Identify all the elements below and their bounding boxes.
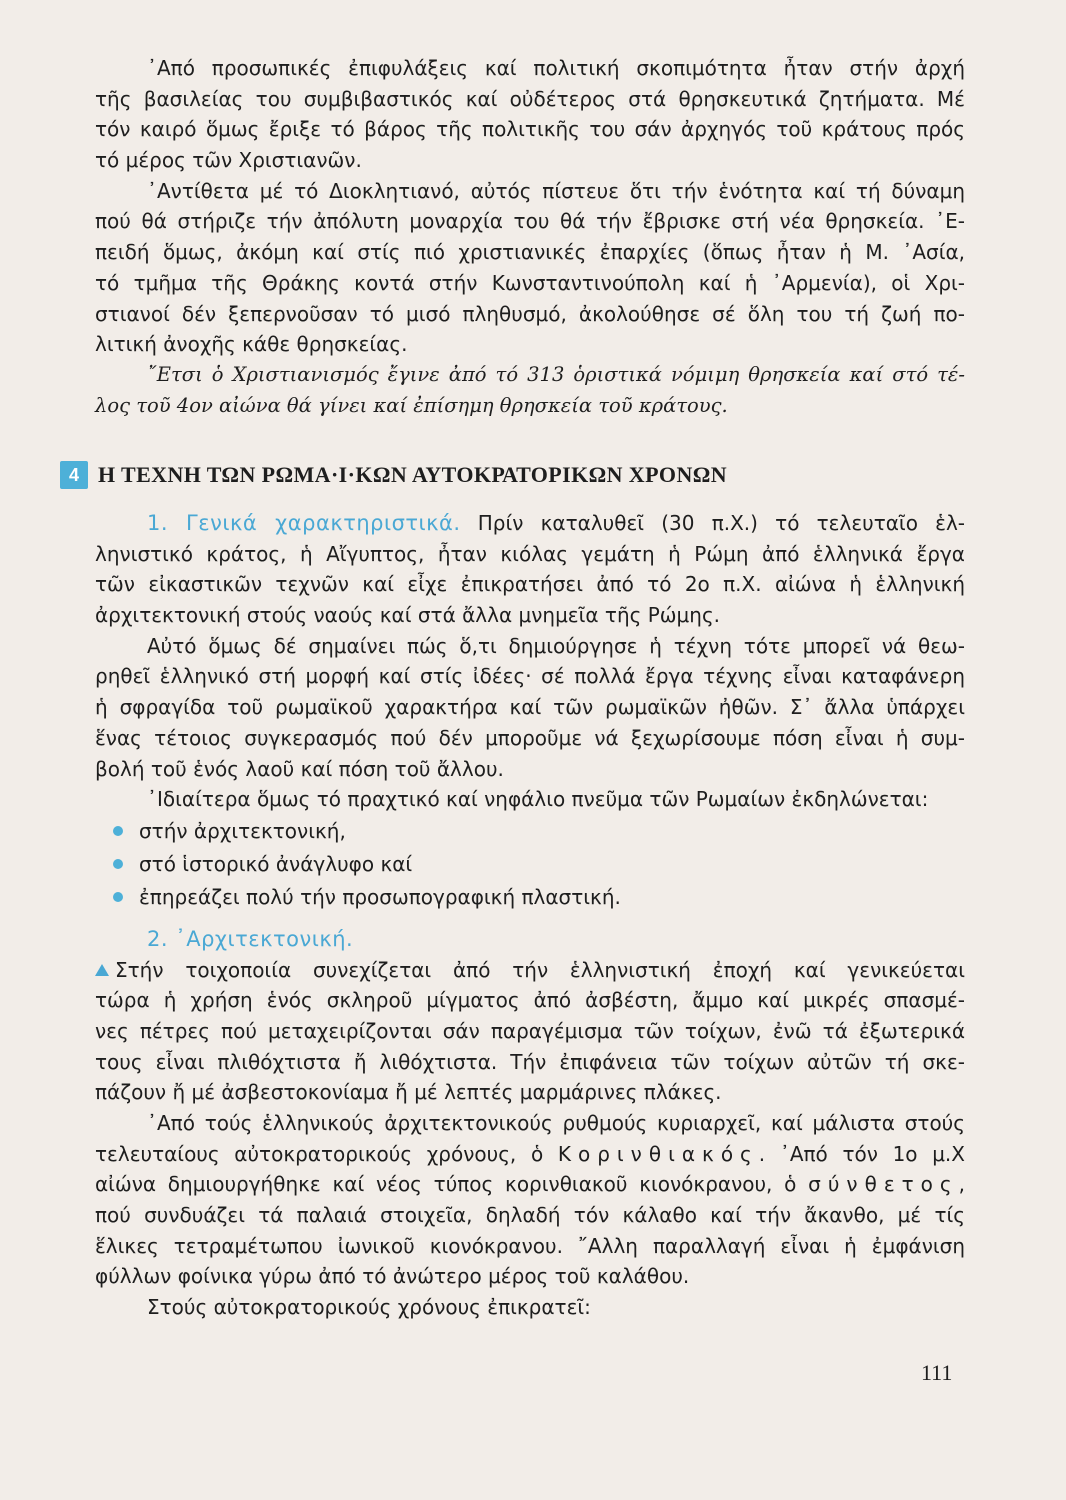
text-line: βολή τοῦ ἑνός λαοῦ καί πόση τοῦ ἄλλου. (95, 756, 504, 781)
spacer (95, 914, 965, 924)
text-line: ἀρχιτεκτονική στούς ναούς καί στά ἄλλα μνημεῖα τῆς Ρώμης. (95, 603, 721, 628)
bullet-icon (113, 892, 123, 902)
text-line: νες πέτρες πού μεταχειρίζονται σάν παραγέμισμα τῶν τοίχων, ἐνῶ τά ἐξωτερικά (95, 1018, 965, 1043)
text-line: ᾿Από τούς ἑλληνικούς ἀρχιτεκτονικούς ρυθμούς κυριαρχεῖ, καί μάλιστα στούς (147, 1111, 965, 1135)
text-span: Στήν τοιχοποιία συνεχίζεται ἀπό τήν ἑλληνιστική ἐποχή καί γενικεύεται (115, 957, 965, 982)
text-line: στιανοί δέν ξεπερνοῦσαν τό μισό πληθυσμό, ἀκολούθησε σέ ὅλη του τή ζωή πο- (95, 301, 965, 326)
text-line: τό τμῆμα τῆς Θράκης κοντά στήν Κωνσταντινούπολη καί ἡ ᾿Αρμενία), οἱ Χρι- (95, 270, 965, 295)
text-line: Αὐτό ὅμως δέ σημαίνει πώς ὅ,τι δημιούργησε ἡ τέχνη τότε μπορεῖ νά θεω- (147, 633, 965, 658)
text-span: τελευταίους αὐτοκρατορικούς χρόνους, ὁ (95, 1141, 558, 1166)
text-span: , (958, 1172, 965, 1197)
text-line: τώρα ἡ χρήση ἑνός σκληροῦ μίγματος ἀπό ἀσβέστη, ἄμμο καί μικρές σπασμέ- (95, 988, 965, 1013)
spaced-term: σύνθετος (808, 1172, 959, 1197)
text-line: τόν καιρό ὅμως ἔριξε τό βάρος τῆς πολιτικῆς του σάν ἀρχηγός τοῦ κράτους πρός (95, 117, 965, 142)
text-line: τους εἶναι πλιθόχτιστα ἤ λιθόχτιστα. Τήν ἐπιφάνεια τῶν τοίχων αὐτῶν τή σκε- (95, 1049, 965, 1074)
list-item (95, 881, 965, 914)
text-line: ᾿Από προσωπικές ἐπιφυλάξεις καί πολιτική σκοπιμότητα ἦταν στήν ἀρχή (147, 56, 965, 80)
list-item-text: στό ἱστορικό ἀνάγλυφο καί (139, 851, 413, 876)
text-line: ἕλικες τετραμέτωπου ἰωνικοῦ κιονόκρανου. ῎Αλλη παραλλαγή εἶναι ἡ ἐμφάνιση (95, 1233, 965, 1258)
page-number: 111 (921, 1360, 953, 1385)
spaced-term: Κορινθιακός (557, 1141, 759, 1166)
text-line: ἕνας τέτοιος συγκερασμός πού δέν μποροῦμε νά ξεχωρίσουμε πόση εἶναι ἡ συμ- (95, 725, 965, 750)
text-line: πού θά στήριζε τήν ἀπόλυτη μοναρχία του θά τήν ἔβρισκε στή νέα θρησκεία. ᾿Ε- (95, 209, 965, 234)
text-line (95, 1139, 965, 1170)
text-line: πού συνδυάζει τά παλαιά στοιχεῖα, δηλαδή τόν κάλαθο καί τήν ἄκανθο, μέ τίς (95, 1203, 965, 1228)
intro-section (95, 53, 965, 421)
subheading-architecture: 2. ᾿Αρχιτεκτονική. (147, 926, 354, 951)
text-line (95, 955, 965, 986)
italic-summary-line: ῎Ετσι ὁ Χριστιανισμός ἔγινε ἀπό τό 313 ὁριστικά νόμιμη θρησκεία καί στό τέ- (147, 362, 965, 386)
text-line: τό μέρος τῶν Χριστιανῶν. (95, 148, 362, 173)
text-line: πειδή ὅμως, ἀκόμη καί στίς πιό χριστιανικές ἐπαρχίες (ὅπως ἦταν ἡ Μ. ᾿Ασία, (95, 240, 965, 265)
triangle-marker-icon (95, 964, 109, 976)
text-line: ληνιστικό κράτος, ἡ Αἴγυπτος, ἦταν κιόλας γεμάτη ἡ Ρώμη ἀπό ἑλληνικά ἔργα (95, 541, 965, 566)
section-body (95, 508, 965, 1323)
text-line: πάζουν ἤ μέ ἀσβεστοκονίαμα ἤ μέ λεπτές μαρμάρινες πλάκες. (95, 1080, 722, 1105)
text-line (95, 1169, 965, 1200)
list-item-text: στήν ἀρχιτεκτονική, (139, 818, 346, 843)
text-span: αἰώνα δημιουργήθηκε καί νέος τύπος κορινθιακοῦ κιονόκρανου, ὁ (95, 1172, 809, 1197)
text-line: φύλλων φοίνικα γύρω ἀπό τό ἀνώτερο μέρος τοῦ καλάθου. (95, 1264, 690, 1289)
bullet-icon (113, 859, 123, 869)
text-line: τῆς βασιλείας του συμβιβαστικός καί οὐδέτερος στά θρησκευτικά ζητήματα. Μέ (95, 86, 965, 111)
text-span: . ᾿Από τόν 1ο μ.Χ (758, 1141, 965, 1166)
subheading-row (95, 924, 965, 955)
list-item-text: ἐπηρεάζει πολύ τήν προσωπογραφική πλαστική. (139, 884, 621, 909)
list-item (95, 815, 965, 848)
subheading-general: 1. Γενικά χαρακτηριστικά. (147, 511, 461, 535)
italic-summary-line: λος τοῦ 4ον αἰώνα θά γίνει καί ἐπίσημη θρησκεία τοῦ κράτους. (95, 393, 728, 417)
text-line: ᾿Αντίθετα μέ τό Διοκλητιανό, αὐτός πίστευε ὅτι τήν ἑνότητα καί τή δύναμη (147, 178, 965, 203)
section-heading (60, 458, 965, 492)
section-title: Η ΤΕΧΝΗ ΤΩΝ ΡΩΜΑ·Ι·ΚΩΝ ΑΥΤΟΚΡΑΤΟΡΙΚΩΝ ΧΡΟΝΩΝ (98, 462, 728, 487)
text-line: τῶν εἰκαστικῶν τεχνῶν καί εἶχε ἐπικρατήσει ἀπό τό 2ο π.Χ. αἰώνα ἡ ἑλληνική (95, 572, 965, 597)
text-line (95, 508, 965, 539)
bullet-icon (113, 826, 123, 836)
text-line: ᾿Ιδιαίτερα ὅμως τό πραχτικό καί νηφάλιο πνεῦμα τῶν Ρωμαίων ἐκδηλώνεται: (147, 787, 929, 812)
text-line: ἡ σφραγίδα τοῦ ρωμαϊκοῦ χαρακτήρα καί τῶν ρωμαϊκῶν ἠθῶν. Σ᾿ ἄλλα ὑπάρχει (95, 695, 965, 720)
text-line: λιτική ἀνοχῆς κάθε θρησκείας. (95, 332, 408, 357)
text-line: ρηθεῖ ἑλληνικό στή μορφή καί στίς ἰδέες· σέ πολλά ἔργα τέχνης εἶναι καταφάνερη (95, 664, 965, 689)
section-number-badge: 4 (60, 461, 88, 489)
text-span: Πρίν καταλυθεῖ (30 π.Χ.) τό τελευταῖο ἑλ- (460, 511, 965, 535)
list-item (95, 848, 965, 881)
text-line: Στούς αὐτοκρατορικούς χρόνους ἐπικρατεῖ: (147, 1295, 591, 1320)
